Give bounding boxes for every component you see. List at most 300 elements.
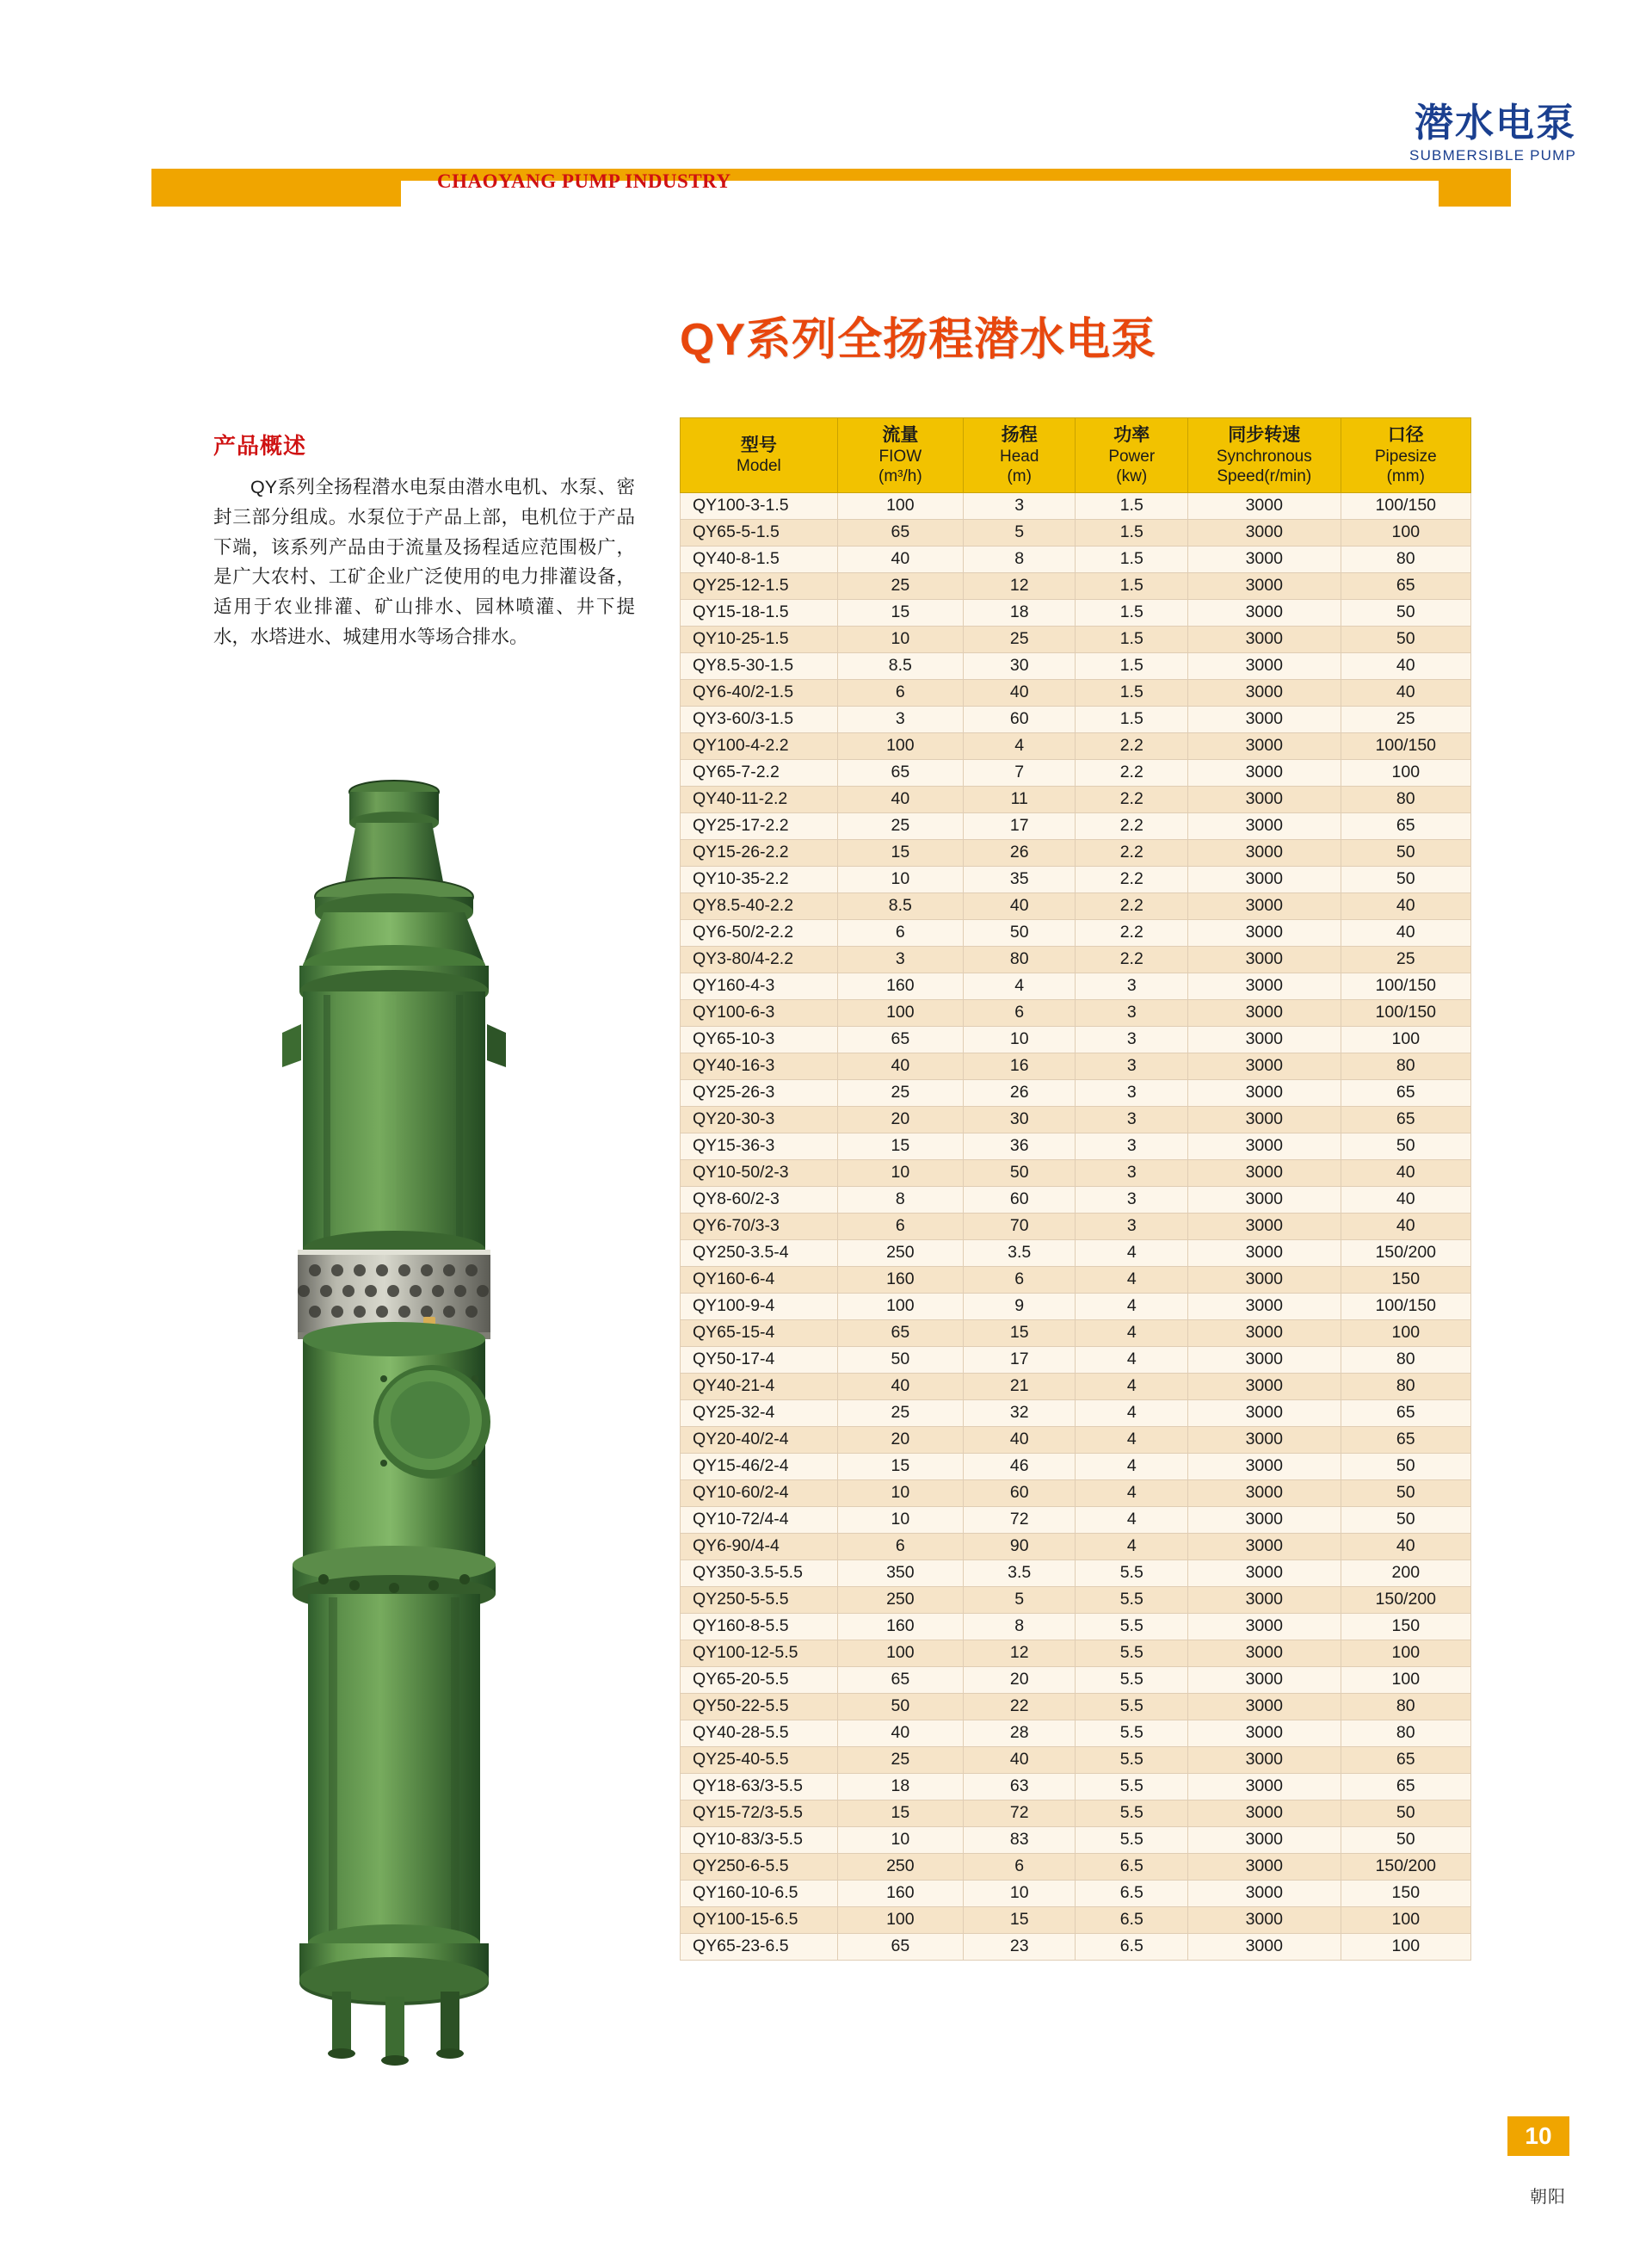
table-cell: 1.5 [1076, 519, 1188, 546]
table-cell: QY65-15-4 [681, 1319, 838, 1346]
table-cell: 6 [837, 1533, 963, 1560]
table-cell: 65 [1341, 1106, 1470, 1133]
table-row [681, 1426, 1471, 1453]
table-cell: 25 [837, 1746, 963, 1773]
table-cell: 40 [1341, 1533, 1470, 1560]
table-cell: 160 [837, 1613, 963, 1640]
table-cell: 5.5 [1076, 1560, 1188, 1586]
table-cell: 65 [837, 519, 963, 546]
table-cell: QY6-70/3-3 [681, 1213, 838, 1239]
table-cell: 15 [963, 1319, 1076, 1346]
product-overview [213, 429, 635, 652]
table-cell: 65 [837, 1666, 963, 1693]
table-cell: 30 [963, 1106, 1076, 1133]
table-cell: QY6-50/2-2.2 [681, 919, 838, 946]
table-row [681, 1773, 1471, 1800]
table-cell: 100/150 [1341, 999, 1470, 1026]
table-cell: 3000 [1188, 1079, 1341, 1106]
table-cell: 6 [963, 1853, 1076, 1880]
table-cell: 4 [1076, 1506, 1188, 1533]
table-cell: 4 [963, 732, 1076, 759]
table-cell: 1.5 [1076, 572, 1188, 599]
table-cell: 150 [1341, 1613, 1470, 1640]
table-cell: 3000 [1188, 1773, 1341, 1800]
table-cell: 5.5 [1076, 1666, 1188, 1693]
table-cell: 40 [837, 1720, 963, 1746]
table-cell: 5.5 [1076, 1693, 1188, 1720]
table-cell: 5.5 [1076, 1773, 1188, 1800]
table-cell: 50 [1341, 1826, 1470, 1853]
table-cell: QY8.5-30-1.5 [681, 652, 838, 679]
table-cell: 30 [963, 652, 1076, 679]
table-cell: 50 [1341, 839, 1470, 866]
table-cell: QY3-60/3-1.5 [681, 706, 838, 732]
table-cell: 3000 [1188, 732, 1341, 759]
table-cell: 6.5 [1076, 1880, 1188, 1906]
table-cell: 15 [837, 1800, 963, 1826]
table-cell: 3000 [1188, 1293, 1341, 1319]
table-cell: 65 [1341, 1079, 1470, 1106]
table-cell: 10 [837, 1826, 963, 1853]
table-cell: 15 [837, 839, 963, 866]
table-cell: QY25-32-4 [681, 1399, 838, 1426]
table-cell: 65 [837, 1933, 963, 1960]
table-cell: 70 [963, 1213, 1076, 1239]
table-cell: 2.2 [1076, 812, 1188, 839]
table-cell: 10 [963, 1026, 1076, 1053]
table-cell: 3000 [1188, 1533, 1341, 1560]
table-cell: 100/150 [1341, 1293, 1470, 1319]
table-cell: 8 [963, 546, 1076, 572]
table-cell: QY50-17-4 [681, 1346, 838, 1373]
table-row [681, 1800, 1471, 1826]
table-cell: 80 [1341, 1720, 1470, 1746]
table-cell: QY8-60/2-3 [681, 1186, 838, 1213]
table-cell: QY65-23-6.5 [681, 1933, 838, 1960]
table-cell: QY10-25-1.5 [681, 626, 838, 652]
table-cell: 80 [1341, 786, 1470, 812]
table-cell: 5.5 [1076, 1746, 1188, 1773]
table-cell: 3000 [1188, 786, 1341, 812]
table-cell: 9 [963, 1293, 1076, 1319]
table-cell: 50 [1341, 626, 1470, 652]
table-cell: 32 [963, 1399, 1076, 1426]
table-cell: 6 [837, 679, 963, 706]
table-cell: 40 [1341, 1213, 1470, 1239]
table-row [681, 679, 1471, 706]
table-cell: 25 [1341, 706, 1470, 732]
table-row [681, 572, 1471, 599]
table-cell: QY250-6-5.5 [681, 1853, 838, 1880]
table-cell: 5 [963, 519, 1076, 546]
table-cell: 20 [837, 1106, 963, 1133]
table-row [681, 839, 1471, 866]
table-cell: 100 [1341, 1640, 1470, 1666]
table-cell: 18 [963, 599, 1076, 626]
table-cell: QY160-4-3 [681, 973, 838, 999]
table-cell: 3000 [1188, 1239, 1341, 1266]
table-cell: QY100-15-6.5 [681, 1906, 838, 1933]
table-cell: 100 [1341, 759, 1470, 786]
table-cell: 100/150 [1341, 973, 1470, 999]
table-cell: 100 [1341, 1666, 1470, 1693]
table-cell: 3000 [1188, 1746, 1341, 1773]
table-cell: 3 [1076, 999, 1188, 1026]
table-cell: 15 [837, 599, 963, 626]
table-cell: 100 [1341, 1933, 1470, 1960]
table-cell: QY40-21-4 [681, 1373, 838, 1399]
table-cell: QY160-8-5.5 [681, 1613, 838, 1640]
footer-brand: 朝阳 [1530, 2188, 1566, 2207]
table-cell: 8 [837, 1186, 963, 1213]
table-cell: 3000 [1188, 1613, 1341, 1640]
table-cell: 65 [1341, 1426, 1470, 1453]
table-cell: 8.5 [837, 892, 963, 919]
table-cell: 250 [837, 1239, 963, 1266]
table-cell: 80 [1341, 1053, 1470, 1079]
table-cell: 10 [837, 866, 963, 892]
table-cell: 4 [1076, 1479, 1188, 1506]
overview-heading: 产品概述 [213, 433, 307, 459]
table-cell: 5.5 [1076, 1720, 1188, 1746]
table-cell: 25 [837, 1399, 963, 1426]
page-header [0, 0, 1652, 232]
table-cell: 40 [837, 1373, 963, 1399]
table-cell: 3 [1076, 1213, 1188, 1239]
table-cell: 3000 [1188, 973, 1341, 999]
table-cell: 50 [837, 1693, 963, 1720]
table-cell: 20 [837, 1426, 963, 1453]
table-row [681, 1399, 1471, 1426]
table-row [681, 599, 1471, 626]
table-cell: 17 [963, 812, 1076, 839]
table-cell: 50 [1341, 1800, 1470, 1826]
table-cell: 3000 [1188, 839, 1341, 866]
table-cell: 5.5 [1076, 1640, 1188, 1666]
table-cell: 3000 [1188, 999, 1341, 1026]
table-row [681, 1479, 1471, 1506]
table-row [681, 812, 1471, 839]
table-cell: 60 [963, 1479, 1076, 1506]
table-cell: 60 [963, 1186, 1076, 1213]
table-cell: QY250-5-5.5 [681, 1586, 838, 1613]
table-row [681, 1853, 1471, 1880]
table-cell: 3000 [1188, 1026, 1341, 1053]
table-row [681, 492, 1471, 519]
table-cell: 100 [1341, 519, 1470, 546]
table-cell: QY18-63/3-5.5 [681, 1773, 838, 1800]
table-cell: 2.2 [1076, 732, 1188, 759]
table-cell: 50 [1341, 1479, 1470, 1506]
table-cell: 23 [963, 1933, 1076, 1960]
col-header-power: 功率 Power (kw) [1076, 418, 1188, 493]
table-cell: 40 [963, 892, 1076, 919]
table-cell: QY65-5-1.5 [681, 519, 838, 546]
table-row [681, 1586, 1471, 1613]
table-cell: 65 [1341, 1773, 1470, 1800]
table-row [681, 999, 1471, 1026]
table-cell: 6.5 [1076, 1853, 1188, 1880]
table-row [681, 1266, 1471, 1293]
table-cell: 65 [837, 1026, 963, 1053]
table-row [681, 892, 1471, 919]
table-cell: 40 [1341, 652, 1470, 679]
table-cell: 1.5 [1076, 492, 1188, 519]
table-cell: 160 [837, 973, 963, 999]
table-cell: 50 [1341, 1506, 1470, 1533]
table-row [681, 519, 1471, 546]
table-cell: 100 [1341, 1319, 1470, 1346]
table-cell: 5 [963, 1586, 1076, 1613]
table-cell: 6 [837, 919, 963, 946]
table-cell: 40 [837, 786, 963, 812]
table-cell: 4 [1076, 1266, 1188, 1293]
table-cell: 4 [1076, 1399, 1188, 1426]
table-cell: 3 [1076, 1106, 1188, 1133]
table-cell: QY15-46/2-4 [681, 1453, 838, 1479]
table-cell: 3 [837, 946, 963, 973]
table-cell: 1.5 [1076, 706, 1188, 732]
table-row [681, 1880, 1471, 1906]
table-cell: 3000 [1188, 1640, 1341, 1666]
table-cell: 250 [837, 1586, 963, 1613]
table-cell: 5.5 [1076, 1613, 1188, 1640]
table-cell: 3000 [1188, 1666, 1341, 1693]
table-cell: QY20-40/2-4 [681, 1426, 838, 1453]
table-cell: 65 [1341, 812, 1470, 839]
table-cell: 10 [963, 1880, 1076, 1906]
table-cell: 1.5 [1076, 599, 1188, 626]
table-cell: 8.5 [837, 652, 963, 679]
table-cell: 3000 [1188, 1106, 1341, 1133]
table-cell: 50 [963, 1159, 1076, 1186]
table-cell: 80 [1341, 1346, 1470, 1373]
table-cell: 2.2 [1076, 892, 1188, 919]
table-cell: 3000 [1188, 652, 1341, 679]
table-cell: QY40-28-5.5 [681, 1720, 838, 1746]
table-cell: 200 [1341, 1560, 1470, 1586]
table-cell: 5.5 [1076, 1800, 1188, 1826]
table-cell: 90 [963, 1533, 1076, 1560]
header-accent-block-right [1439, 169, 1511, 207]
table-cell: 3000 [1188, 1053, 1341, 1079]
table-cell: 3000 [1188, 1479, 1341, 1506]
col-header-flow: 流量 FIOW (m³/h) [837, 418, 963, 493]
table-cell: QY6-40/2-1.5 [681, 679, 838, 706]
table-cell: QY100-9-4 [681, 1293, 838, 1319]
table-row [681, 1319, 1471, 1346]
table-cell: 80 [1341, 1373, 1470, 1399]
table-cell: 100/150 [1341, 492, 1470, 519]
table-cell: QY160-10-6.5 [681, 1880, 838, 1906]
table-row [681, 1106, 1471, 1133]
table-cell: 50 [837, 1346, 963, 1373]
table-cell: 150/200 [1341, 1853, 1470, 1880]
table-cell: 250 [837, 1853, 963, 1880]
table-cell: 50 [1341, 866, 1470, 892]
table-cell: 18 [837, 1773, 963, 1800]
table-cell: 3 [1076, 973, 1188, 999]
table-cell: 3000 [1188, 1346, 1341, 1373]
table-cell: 100 [837, 492, 963, 519]
table-cell: 1.5 [1076, 652, 1188, 679]
header-accent-block-left [151, 169, 401, 207]
table-cell: 25 [963, 626, 1076, 652]
table-cell: 3000 [1188, 1906, 1341, 1933]
table-cell: 20 [963, 1666, 1076, 1693]
table-cell: 50 [1341, 599, 1470, 626]
table-cell: QY40-11-2.2 [681, 786, 838, 812]
table-cell: 4 [1076, 1453, 1188, 1479]
table-cell: 80 [963, 946, 1076, 973]
table-cell: 15 [837, 1133, 963, 1159]
table-cell: 22 [963, 1693, 1076, 1720]
table-cell: 150 [1341, 1266, 1470, 1293]
table-cell: 3000 [1188, 1373, 1341, 1399]
company-name: CHAOYANG PUMP INDUSTRY [437, 170, 731, 192]
table-cell: 6 [963, 999, 1076, 1026]
table-row [681, 1293, 1471, 1319]
table-row [681, 1693, 1471, 1720]
table-cell: 5.5 [1076, 1826, 1188, 1853]
table-row [681, 919, 1471, 946]
table-cell: 1.5 [1076, 546, 1188, 572]
table-cell: 3000 [1188, 1853, 1341, 1880]
table-cell: 6.5 [1076, 1933, 1188, 1960]
table-cell: 3000 [1188, 1586, 1341, 1613]
table-row [681, 1613, 1471, 1640]
page-number-badge: 10 [1507, 2116, 1569, 2156]
table-cell: 21 [963, 1373, 1076, 1399]
table-cell: 1.5 [1076, 679, 1188, 706]
table-cell: 11 [963, 786, 1076, 812]
table-cell: 25 [837, 1079, 963, 1106]
table-cell: QY25-26-3 [681, 1079, 838, 1106]
table-cell: 2.2 [1076, 919, 1188, 946]
table-cell: QY15-26-2.2 [681, 839, 838, 866]
brand-block [1409, 103, 1576, 163]
table-cell: 17 [963, 1346, 1076, 1373]
table-cell: 100 [837, 732, 963, 759]
table-cell: 4 [1076, 1346, 1188, 1373]
table-cell: QY160-6-4 [681, 1266, 838, 1293]
table-cell: QY8.5-40-2.2 [681, 892, 838, 919]
table-header-row [681, 418, 1471, 493]
table-cell: 72 [963, 1800, 1076, 1826]
brand-title-en: SUBMERSIBLE PUMP [1409, 147, 1576, 164]
table-row [681, 1906, 1471, 1933]
table-cell: 3000 [1188, 1506, 1341, 1533]
table-cell: 3 [1076, 1053, 1188, 1079]
table-row [681, 1186, 1471, 1213]
table-cell: 3 [1076, 1079, 1188, 1106]
table-row [681, 946, 1471, 973]
table-row [681, 1453, 1471, 1479]
table-cell: 50 [1341, 1453, 1470, 1479]
table-cell: 3000 [1188, 1399, 1341, 1426]
table-cell: 3 [1076, 1133, 1188, 1159]
table-cell: QY40-16-3 [681, 1053, 838, 1079]
table-cell: QY10-83/3-5.5 [681, 1826, 838, 1853]
table-cell: 4 [1076, 1533, 1188, 1560]
specification-table [680, 417, 1471, 1961]
table-cell: 3000 [1188, 706, 1341, 732]
product-image-submersible-pump [172, 766, 620, 2109]
table-cell: 28 [963, 1720, 1076, 1746]
table-cell: 50 [1341, 1133, 1470, 1159]
table-row [681, 1720, 1471, 1746]
table-cell: 100 [837, 1640, 963, 1666]
table-row [681, 1746, 1471, 1773]
table-cell: 3000 [1188, 519, 1341, 546]
table-cell: 3000 [1188, 1133, 1341, 1159]
table-cell: QY65-10-3 [681, 1026, 838, 1053]
table-cell: 4 [963, 973, 1076, 999]
table-cell: 46 [963, 1453, 1076, 1479]
table-cell: 3000 [1188, 866, 1341, 892]
table-cell: 3000 [1188, 572, 1341, 599]
table-row [681, 1133, 1471, 1159]
table-row [681, 1666, 1471, 1693]
table-cell: 83 [963, 1826, 1076, 1853]
table-cell: QY20-30-3 [681, 1106, 838, 1133]
col-header-model: 型号 Model [681, 418, 838, 493]
table-cell: QY3-80/4-2.2 [681, 946, 838, 973]
table-cell: 5.5 [1076, 1586, 1188, 1613]
table-row [681, 1933, 1471, 1960]
table-cell: 3000 [1188, 1453, 1341, 1479]
table-cell: 40 [963, 679, 1076, 706]
table-cell: 100 [837, 1906, 963, 1933]
table-cell: 26 [963, 839, 1076, 866]
table-cell: 3000 [1188, 1826, 1341, 1853]
table-cell: 1.5 [1076, 626, 1188, 652]
table-cell: 3000 [1188, 599, 1341, 626]
table-row [681, 1560, 1471, 1586]
table-cell: 40 [1341, 919, 1470, 946]
table-cell: 3.5 [963, 1239, 1076, 1266]
table-cell: QY15-72/3-5.5 [681, 1800, 838, 1826]
table-cell: 3000 [1188, 812, 1341, 839]
table-cell: QY15-36-3 [681, 1133, 838, 1159]
table-cell: QY10-72/4-4 [681, 1506, 838, 1533]
table-cell: 12 [963, 572, 1076, 599]
table-cell: 160 [837, 1880, 963, 1906]
overview-text: QY系列全扬程潜水电泵由潜水电机、水泵、密封三部分组成。水泵位于产品上部，电机位于产品下端，该系列产品由于流量及扬程适应范围极广，是广大农村、工矿企业广泛使用的电力排灌设备，适用于农业排灌、矿山排水、园林喷灌、井下提水，水塔进水、城建用水等场合排水。 [213, 477, 635, 648]
table-cell: 80 [1341, 546, 1470, 572]
table-cell: 3 [1076, 1159, 1188, 1186]
table-cell: 2.2 [1076, 786, 1188, 812]
table-cell: 150/200 [1341, 1239, 1470, 1266]
table-cell: 35 [963, 866, 1076, 892]
table-cell: QY6-90/4-4 [681, 1533, 838, 1560]
table-cell: 3000 [1188, 892, 1341, 919]
table-cell: 65 [837, 759, 963, 786]
table-cell: 25 [837, 572, 963, 599]
col-header-pipesize: 口径 Pipesize (mm) [1341, 418, 1470, 493]
table-cell: 4 [1076, 1373, 1188, 1399]
table-cell: QY10-60/2-4 [681, 1479, 838, 1506]
table-cell: QY100-3-1.5 [681, 492, 838, 519]
table-cell: QY25-12-1.5 [681, 572, 838, 599]
table-row [681, 652, 1471, 679]
table-cell: 2.2 [1076, 759, 1188, 786]
table-cell: 50 [963, 919, 1076, 946]
table-cell: QY250-3.5-4 [681, 1239, 838, 1266]
table-cell: 40 [963, 1746, 1076, 1773]
table-row [681, 1373, 1471, 1399]
table-cell: QY25-17-2.2 [681, 812, 838, 839]
